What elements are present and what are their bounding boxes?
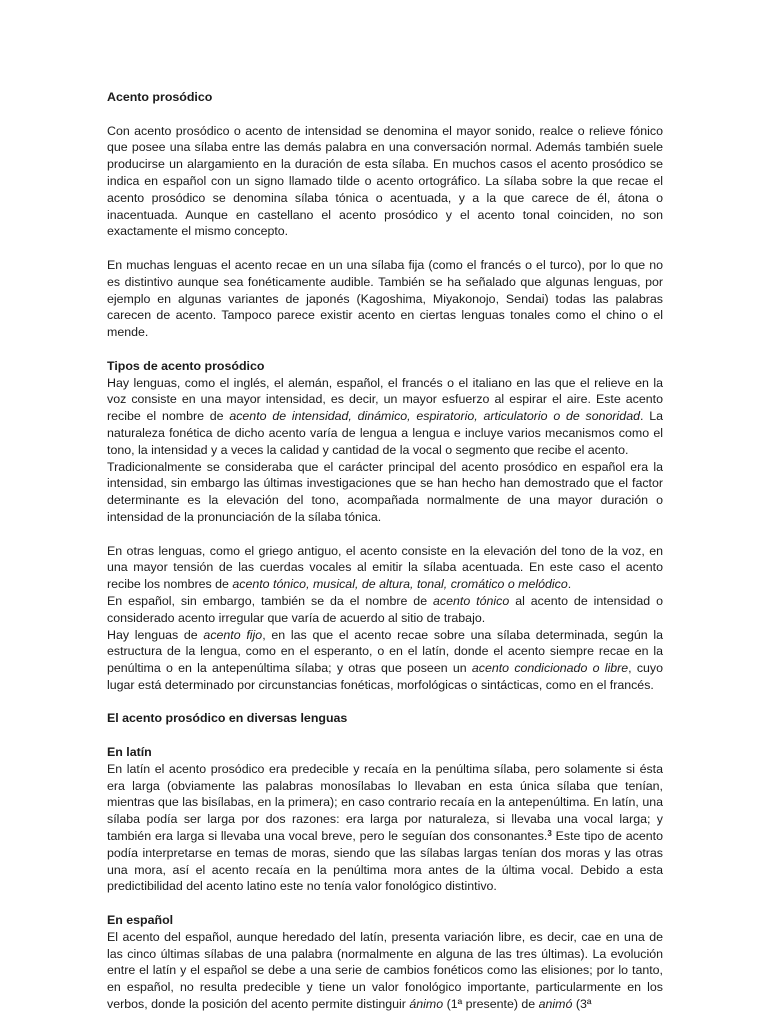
italic-term: acento condicionado o libre: [471, 661, 629, 676]
heading-diversas: El acento prosódico en diversas lenguas: [107, 711, 348, 726]
paragraph-latin: En latín el acento prosódico era predecible y recaía en la penúltima sílaba, pero solamente si ésta era larga (obviamente las palabras monosílabas lo llevaban en esta única sílaba que tenían, mientras que las bisílabas, en la primera); en caso contrario recaía en la antepenúltima. En latín, una sílaba podía ser larga por dos razones: era larga por naturaleza, si llevaba una vocal larga; y también era larga si llevaba una vocal breve, pero le seguían dos consonantes.$^3$ Este tipo de acento podía interpretarse en temas de moras, siendo que las sílabas largas tenían dos moras y las otras una mora, así el acento recaía en la penúltima mora antes de la última vocal. Debido a esta predictibilidad del acento latino este no tenía valor fonológico distintivo.: [107, 761, 663, 894]
heading-latin: En latín: [107, 745, 152, 760]
heading-espanol: En español: [107, 913, 174, 928]
paragraph-espanol: El acento del español, aunque heredado del latín, presenta variación libre, es decir, cae en una de las cinco últimas sílabas de una palabra (normalmente en alguna de las tres últimas). La evolución entre el latín y el español se debe a una serie de cambios fonéticos como las elisiones; por lo tanto, en español, no resulta predecible y tiene un valor fonológico importante, particularmente en los verbos, donde la posición del acento permite distinguir ánimo (1ª presente) de animó (3ª: [107, 929, 663, 1012]
heading-tipos: Tipos de acento prosódico: [107, 358, 265, 373]
paragraph-fixed-accent: En muchas lenguas el acento recae en un una sílaba fija (como el francés o el turco), por lo que no es distintivo aunque sea fonéticamente audible. También se ha señalado que algunas lenguas, por ejemplo en algunas variantes de japonés (Kagoshima, Miyakonojo, Sendai) todas las palabras carecen de acento. Tampoco parece existir acento en ciertas lenguas tonales como el chino o el mende.: [107, 257, 663, 340]
footnote-ref[interactable]: 3: [547, 829, 552, 839]
italic-term: animó: [538, 997, 573, 1012]
document-title: Acento prosódico: [107, 90, 213, 104]
paragraph-tonal: En otras lenguas, como el griego antiguo, el acento consiste en la elevación del tono de la voz, en una mayor tensión de las cuerdas vocales al emitir la sílaba acentuada. En este caso el acento recibe los nombres de acento tónico, musical, de altura, tonal, cromático o melódico.: [107, 543, 663, 592]
paragraph-spanish-tonic: En español, sin embargo, también se da el nombre de acento tónico al acento de intensidad o considerado acento irregular que varía de acuerdo al sitio de trabajo.: [107, 593, 663, 625]
italic-term: acento fijo: [203, 627, 263, 642]
paragraph-intro: Con acento prosódico o acento de intensidad se denomina el mayor sonido, realce o relieve fónico que posee una sílaba entre las demás palabra en una conversación normal. Además también suele producirse un alargamiento en la duración de esta sílaba. En muchos casos el acento prosódico se indica en español con un signo llamado tilde o acento ortográfico. La sílaba sobre la que recae el acento prosódico se denomina sílaba tónica o acentuada, y a la que carece de él, átona o inacentuada. Aunque en castellano el acento prosódico y el acento tonal coinciden, no son exactamente el mismo concepto.: [107, 123, 663, 239]
paragraph-intensity: Hay lenguas, como el inglés, el alemán, español, el francés o el italiano en las que el relieve en la voz consiste en una mayor intensidad, es decir, un mayor esfuerzo al espirar el aire. Este acento recibe el nombre de acento de intensidad, dinámico, espiratorio, articulatorio o de sonoridad. La naturaleza fonética de dicho acento varía de lengua a lengua e incluye varios mecanismos como el tono, la intensidad y a veces la calidad y cantidad de la vocal o segmento que recibe el acento.: [107, 375, 663, 457]
paragraph-fixed-free: Hay lenguas de acento fijo, en las que el acento recae sobre una sílaba determinada, según la estructura de la lengua, como en el esperanto, o en el latín, donde el acento siempre recae en la penúltima o en la antepenúltima sílaba; y otras que poseen un acento condicionado o libre, cuyo lugar está determinado por circunstancias fonéticas, morfológicas o sintácticas, como en el francés.: [107, 627, 663, 692]
italic-term: acento tónico, musical, de altura, tonal, cromático o melódico: [232, 577, 568, 592]
italic-term: ánimo: [409, 997, 444, 1012]
document-body: [107, 89, 663, 1013]
italic-term: acento de intensidad, dinámico, espiratorio, articulatorio o de sonoridad: [229, 409, 640, 424]
paragraph-traditional: Tradicionalmente se consideraba que el carácter principal del acento prosódico en español era la intensidad, sin embargo las últimas investigaciones que se han hecho han demostrado que el factor determinante es la elevación del tono, acompañada normalmente de una mayor duración o intensidad de la pronunciación de la sílaba tónica.: [107, 459, 663, 524]
italic-term: acento tónico: [433, 593, 510, 608]
